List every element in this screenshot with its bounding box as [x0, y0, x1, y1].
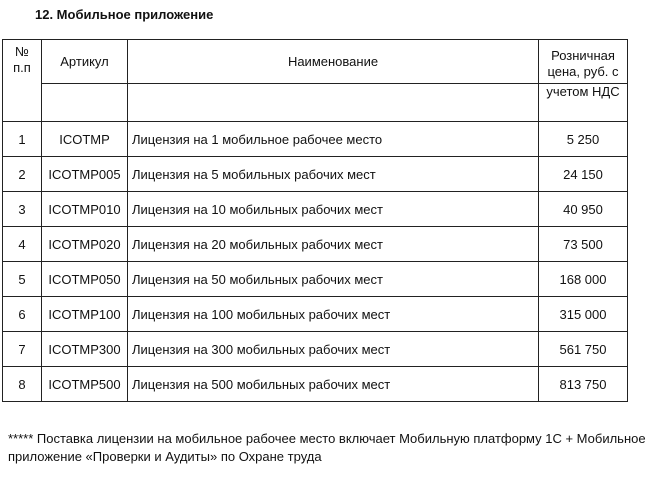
section-title: 12. Мобильное приложение — [35, 7, 214, 22]
header-name-blank — [128, 84, 539, 122]
row-article: ICOTMP020 — [42, 227, 128, 262]
row-name: Лицензия на 1 мобильное рабочее место — [128, 122, 539, 157]
row-price: 24 150 — [539, 157, 628, 192]
row-num: 7 — [3, 332, 42, 367]
row-name: Лицензия на 500 мобильных рабочих мест — [128, 367, 539, 402]
row-article: ICOTMP100 — [42, 297, 128, 332]
table-header-row — [3, 40, 628, 84]
header-num: № п.п — [3, 40, 42, 122]
row-price: 73 500 — [539, 227, 628, 262]
row-num: 8 — [3, 367, 42, 402]
table-header-subrow — [3, 84, 628, 122]
row-num: 6 — [3, 297, 42, 332]
row-article: ICOTMP300 — [42, 332, 128, 367]
table-row — [3, 367, 628, 402]
row-article: ICOTMP005 — [42, 157, 128, 192]
row-price: 813 750 — [539, 367, 628, 402]
header-article: Артикул — [42, 40, 128, 84]
row-name: Лицензия на 10 мобильных рабочих мест — [128, 192, 539, 227]
header-name: Наименование — [128, 40, 539, 84]
table-row — [3, 227, 628, 262]
table-row — [3, 157, 628, 192]
price-table — [2, 39, 628, 402]
row-article: ICOTMP050 — [42, 262, 128, 297]
row-price: 5 250 — [539, 122, 628, 157]
table-body — [3, 122, 628, 402]
row-num: 4 — [3, 227, 42, 262]
row-price: 315 000 — [539, 297, 628, 332]
footnote: ***** Поставка лицензии на мобильное рабочее место включает Мобильную платформу 1С + Мобильное приложение «Проверки и Аудиты» по Охране труда — [8, 431, 646, 464]
row-name: Лицензия на 5 мобильных рабочих мест — [128, 157, 539, 192]
row-article: ICOTMP — [42, 122, 128, 157]
header-article-blank — [42, 84, 128, 122]
row-name: Лицензия на 20 мобильных рабочих мест — [128, 227, 539, 262]
row-article: ICOTMP500 — [42, 367, 128, 402]
row-num: 1 — [3, 122, 42, 157]
table-row — [3, 297, 628, 332]
row-num: 5 — [3, 262, 42, 297]
table-row — [3, 122, 628, 157]
table-row — [3, 262, 628, 297]
row-num: 3 — [3, 192, 42, 227]
row-name: Лицензия на 100 мобильных рабочих мест — [128, 297, 539, 332]
header-price-vat: учетом НДС — [539, 84, 628, 122]
row-price: 561 750 — [539, 332, 628, 367]
row-name: Лицензия на 300 мобильных рабочих мест — [128, 332, 539, 367]
row-name: Лицензия на 50 мобильных рабочих мест — [128, 262, 539, 297]
table-row — [3, 192, 628, 227]
row-price: 40 950 — [539, 192, 628, 227]
table-row — [3, 332, 628, 367]
row-num: 2 — [3, 157, 42, 192]
row-price: 168 000 — [539, 262, 628, 297]
header-price: Розничная цена, руб. с — [539, 40, 628, 84]
row-article: ICOTMP010 — [42, 192, 128, 227]
